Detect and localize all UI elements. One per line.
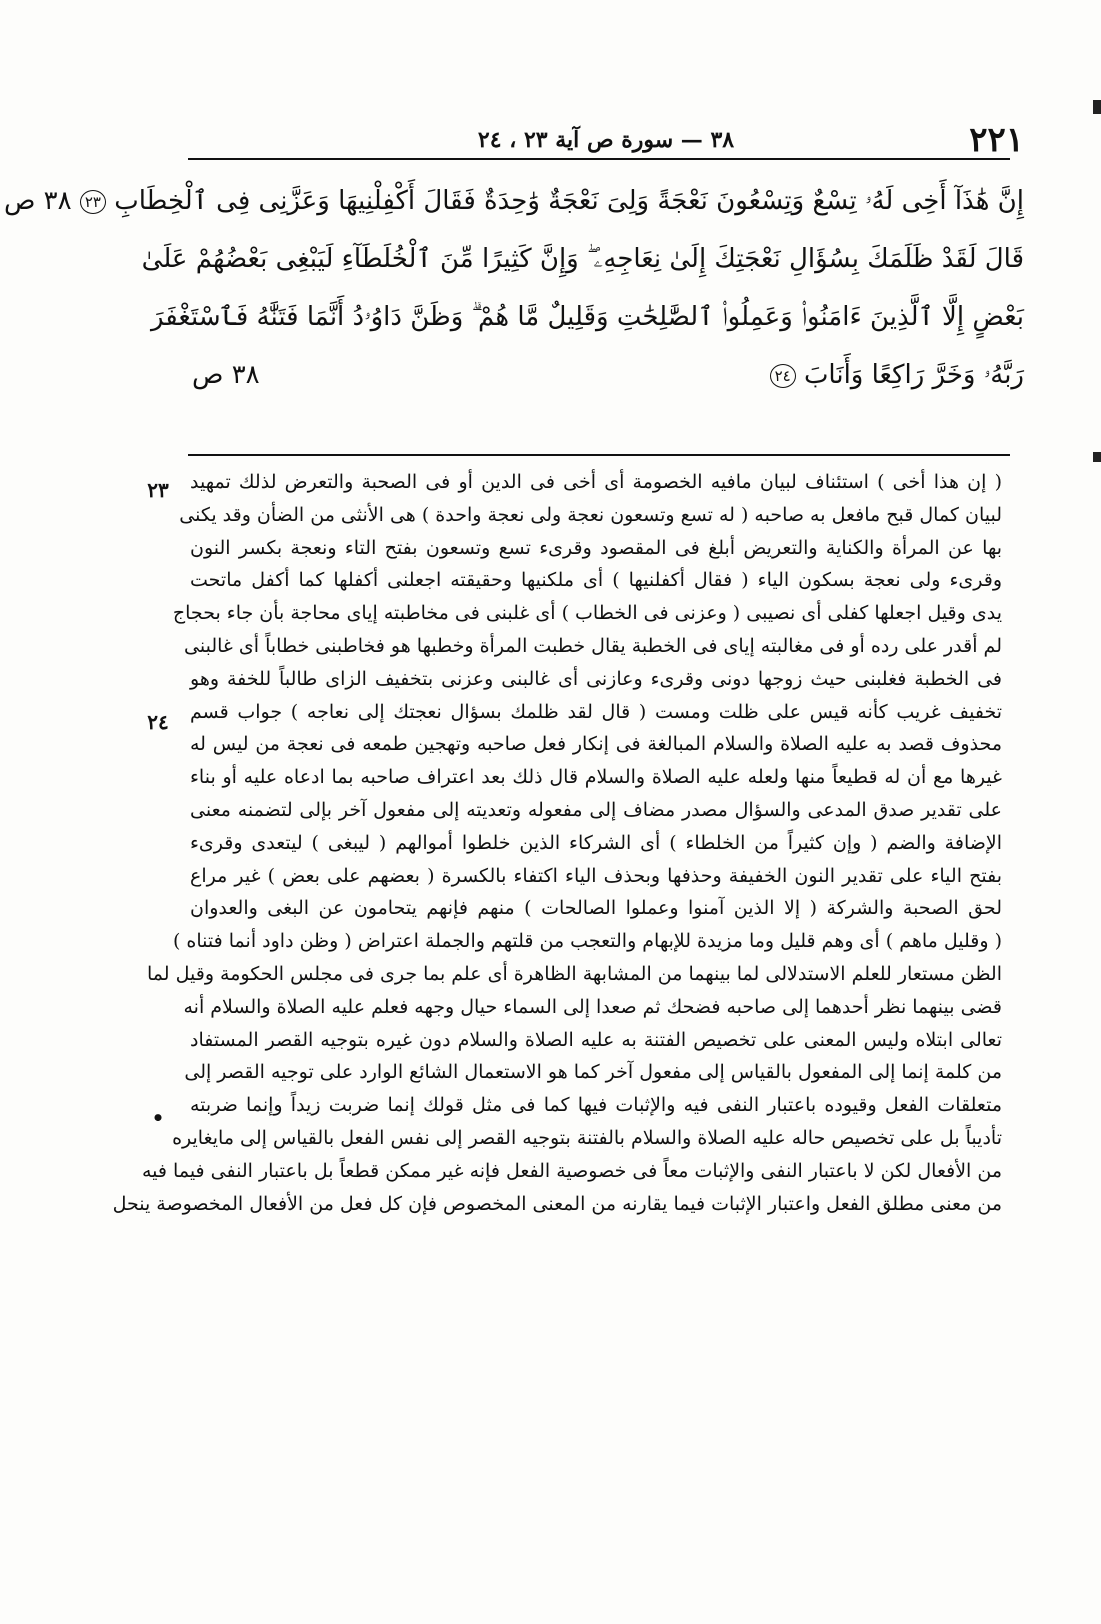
page-number: ٢٢١ xyxy=(969,120,1024,160)
verse-number-marker: ٢٤ xyxy=(770,364,796,388)
commentary-line: قضى بينهما نظر أحدهما إلى صاحبه فضحك ثم صعدا إلى السماء حيال وجهه فعلم عليه الصلاة والسلام أنه xyxy=(183,995,1002,1018)
commentary-line: الإضافة والضم ( وإن كثيراً من الخلطاء ) أى الشركاء الذين خلطوا أموالهم ( ليبغى ) ليتعدى وقرىء xyxy=(190,831,1002,854)
commentary-line: بفتح الياء على تقدير النون الخفيفة وحذفها وبحذف الياء اكتفاء بالكسرة ( بعضهم على بعض ) غير مراع xyxy=(190,864,1002,887)
commentary-line: محذوف قصد به عليه الصلاة والسلام المبالغة فى إنكار فعل صاحبه وتهجين طمعه فى نعجة من ليس له xyxy=(190,733,1002,756)
verse-text: قَالَ لَقَدْ ظَلَمَكَ بِسُؤَالِ نَعْجَتِكَ إِلَىٰ نِعَاجِهِۦ ۖ وَإِنَّ كَثِيرًا مِّنَ ٱلْخُلَطَآءِ لَيَبْغِى بَعْضُهُمْ عَلَىٰ xyxy=(141,244,1024,274)
commentary-line: من كلمة إنما إلى المفعول بالقياس إلى مفعول آخر كما هو الاستعمال الشائع الوارد على توجيه القصر إلى xyxy=(184,1061,1002,1084)
commentary-line: ( وقليل ماهم ) أى وهم قليل وما مزيدة للإبهام والتعجب من قلتهم والجملة اعتراض ( وظن داود أنما فتناه ) xyxy=(172,930,1002,953)
commentary-line: متعلقات الفعل وقيوده باعتبار النفى فيه والإثبات فيها كما فى مثل قولك إنما ضربت زيداً وإنما ضربته xyxy=(190,1094,1002,1117)
verse-number-marker: ٢٣ xyxy=(80,190,106,214)
page-edge-mark xyxy=(1093,452,1101,462)
verse-text: رَبَّهُۥ وَخَرَّ رَاكِعًا وَأَنَابَ xyxy=(803,360,1024,390)
quran-verses xyxy=(3,172,1024,404)
verse-line xyxy=(3,172,1024,230)
verse-line xyxy=(150,288,1024,346)
commentary-line: من معنى مطلق الفعل واعتبار الإثبات فيما يقارنه من المعنى المخصوص فإن كل فعل من الأفعال المخصوصة ينحل xyxy=(112,1192,1002,1215)
commentary-line: لحق الصحبة والشركة ( إلا الذين آمنوا وعملوا الصالحات ) منهم فإنهم يتحامون عن البغى والعدوان xyxy=(190,897,1002,920)
verse-text: بَعْضٍ إِلَّا ٱلَّذِينَ ءَامَنُوا۟ وَعَمِلُوا۟ ٱلصَّٰلِحَٰتِ وَقَلِيلٌ مَّا هُمْ ۗ وَظَنَّ دَاوُۥدُ أَنَّمَا فَتَنَّٰهُ فَٱسْتَغْفَرَ xyxy=(150,302,1024,332)
verse-reference: ٣٨ ص xyxy=(192,360,260,390)
header-rule xyxy=(188,158,1010,160)
commentary-line: تأديباً بل على تخصيص حاله عليه الصلاة والسلام بالفتنة بتوجيه القصر إلى نفس الفعل بالقياس إلى مايغايره xyxy=(172,1126,1002,1149)
verse-text: إِنَّ هَٰذَآ أَخِى لَهُۥ تِسْعٌ وَتِسْعُونَ نَعْجَةً وَلِىَ نَعْجَةٌ وَٰحِدَةٌ فَقَالَ أَكْفِلْنِيهَا وَعَزَّنِى فِى ٱلْخِطَابِ xyxy=(114,186,1024,216)
surah-title: ٣٨ — سورة ص آية ٢٣ ، ٢٤ xyxy=(477,127,735,153)
margin-bullet: • xyxy=(151,1106,165,1130)
commentary-line: يدى وقيل اجعلها كفلى أى نصيبى ( وعزنى فى الخطاب ) أى غلبنى فى مخاطبته إياى محاجة بأن جاء بحجاج xyxy=(172,602,1002,625)
margin-verse-number: ٢٤ xyxy=(147,710,169,734)
commentary-line: تعالى ابتلاه وليس المعنى على تخصيص الفتنة به عليه الصلاة والسلام دون غيره بتوجيه القصر المستفاد xyxy=(190,1028,1002,1051)
page-header xyxy=(188,122,1024,158)
commentary-line: وقرىء ولى نعجة بسكون الياء ( فقال أكفلنيها ) أى ملكنيها وحقيقته اجعلنى أكفلها كما أكفل ماتحت xyxy=(190,569,1002,592)
section-rule xyxy=(188,454,1010,456)
commentary-line: من الأفعال لكن لا باعتبار النفى والإثبات معاً فى خصوصية الفعل فإنه غير ممكن قطعاً بل باعتبار النفى فيما فيه xyxy=(142,1159,1002,1182)
commentary-line: غيرها مع أن له قطيعاً منها ولعله عليه الصلاة والسلام قال ذلك بعد اعتراف صاحبه بما ادعاه عليه أو بناء xyxy=(190,766,1002,789)
commentary-line: على تقدير صدق المدعى والسؤال مصدر مضاف إلى مفعوله وتعديته إلى مفعول آخر بإلى لتضمنه معنى xyxy=(190,798,1002,821)
verse-line xyxy=(192,346,1024,404)
commentary-line: تخفيف غريب كأنه قيس على ظلت ومست ( قال لقد ظلمك بسؤال نعجتك إلى نعاجه ) جواب قسم xyxy=(190,700,1002,723)
margin-verse-number: ٢٣ xyxy=(147,478,169,502)
commentary-line: بها عن المرأة والكناية والتعريض أبلغ فى المقصود وقرىء تسع وتسعون بفتح التاء ونعجة بكسر النون xyxy=(190,536,1002,559)
commentary-line: لبيان كمال قبح مافعل به صاحبه ( له تسع وتسعون نعجة ولى نعجة واحدة ) هى الأنثى من الضأن وقد يكنى xyxy=(179,503,1002,526)
commentary-line: فى الخطبة فغلبنى حيث زوجها دونى وقرىء وعازنى أى غالبنى وعزنى بتخفيف الزاى طالباً للخفة وهو xyxy=(190,667,1002,690)
commentary-line: لم أقدر على رده أو فى مغالبته إياى فى الخطبة يقال خطبت المرأة وخطبها هو فخاطبنى خطاباً أى غالبنى xyxy=(184,634,1002,657)
commentary-line: الظن مستعار للعلم الاستدلالى لما بينهما من المشابهة الظاهرة أى علم بما جرى فى مجلس الحكومة وقيل لما xyxy=(147,962,1002,985)
page-edge-mark xyxy=(1093,100,1101,114)
commentary-line: ( إن هذا أخى ) استئناف لبيان مافيه الخصومة أى أخى فى الدين أو فى الصحبة والتعرض لذلك تمهيد xyxy=(190,471,1002,493)
verse-reference: ٣٨ ص xyxy=(3,186,72,216)
verse-line xyxy=(141,230,1024,288)
